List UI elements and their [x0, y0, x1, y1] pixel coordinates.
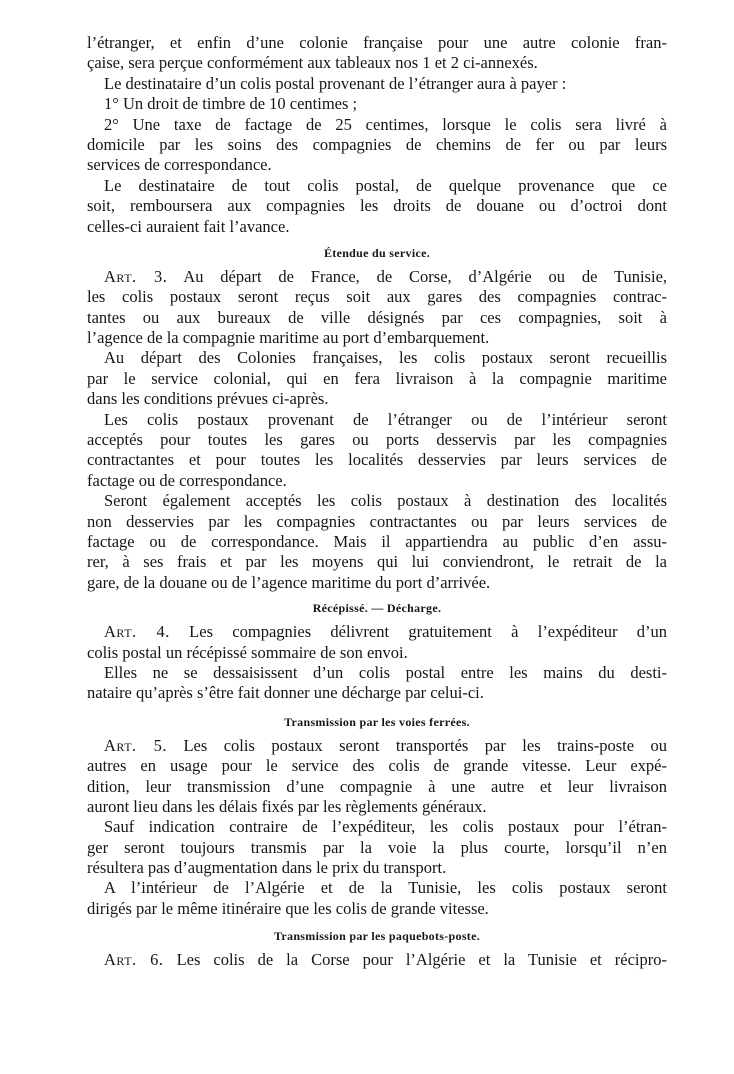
section-heading: Récépissé. — Décharge.	[312, 601, 442, 616]
section-heading: Étendue du service.	[323, 245, 431, 260]
text-line: dition, leur transmission d’une compagnie à une autre et leur livraison	[87, 776, 667, 796]
text-line: Au départ des Colonies françaises, les colis postaux seront recueillis	[104, 348, 667, 368]
text-line: factage ou de correspondance.	[87, 470, 287, 490]
text-line	[87, 950, 667, 970]
text-line: ger seront toujours transmis par la voie la plus courte, lorsqu’il n’en	[87, 837, 667, 857]
section-heading: Transmission par les voies ferrées.	[284, 714, 470, 729]
text-line: gare, de la douane ou de l’agence maritime du port d’arrivée.	[87, 572, 491, 592]
section-heading: Transmission par les paquebots-poste.	[273, 929, 481, 944]
page-text	[87, 33, 667, 971]
text-line: nataire qu’après s’être fait donner une décharge par celui-ci.	[87, 683, 484, 703]
list-item: 2° Une taxe de factage de 25 centimes, lorsque le colis sera livré à	[104, 114, 667, 134]
text-line: domicile par les soins des compagnies de chemins de fer ou par leurs	[87, 134, 667, 154]
text-line: tantes ou aux bureaux de ville désignés par ces compagnies, soit à	[87, 307, 667, 327]
text-line: rer, à ses frais et par les moyens qui lui conviendront, le retrait de la	[87, 552, 667, 572]
text-line: A l’intérieur de l’Algérie et de la Tunisie, les colis postaux seront	[104, 878, 667, 898]
text-line: dirigés par le même itinéraire que les colis de grande vitesse.	[87, 898, 489, 918]
text-span: Les compagnies délivrent gratuitement à l’expéditeur d’un	[189, 622, 667, 642]
text-line: Sauf indication contraire de l’expéditeur, les colis postaux pour l’étran-	[104, 817, 667, 837]
text-line: services de correspondance.	[87, 155, 272, 175]
text-line: acceptés pour toutes les gares ou ports desservis par les compagnies	[87, 430, 667, 450]
text-line: soit, remboursera aux compagnies les droits de douane ou d’octroi dont	[87, 196, 667, 216]
text-line	[87, 267, 667, 287]
text-line: colis postal un récépissé sommaire de son envoi.	[87, 642, 408, 662]
text-line: Seront également acceptés les colis postaux à destination des localités	[104, 491, 667, 511]
text-line: les colis postaux seront reçus soit aux gares des compagnies contrac-	[87, 287, 667, 307]
text-line	[87, 736, 667, 756]
article-label: Art. 3.	[104, 266, 168, 286]
list-item: 1° Un droit de timbre de 10 centimes ;	[104, 94, 358, 114]
text-span: Les colis de la Corse pour l’Algérie et la Tunisie et récipro-	[176, 950, 667, 970]
text-line: l’agence de la compagnie maritime au port d’embarquement.	[87, 328, 490, 348]
text-line	[87, 622, 667, 642]
text-line: Elles ne se dessaisissent d’un colis postal entre les mains du desti-	[104, 662, 667, 682]
text-line: Le destinataire d’un colis postal provenant de l’étranger aura à payer :	[104, 73, 567, 93]
text-line: auront lieu dans les délais fixés par les règlements généraux.	[87, 796, 487, 816]
text-line: çaise, sera perçue conformément aux tableaux nos 1 et 2 ci-annexés.	[87, 53, 538, 73]
text-line: autres en usage pour le service des colis de grande vitesse. Leur expé-	[87, 756, 667, 776]
text-line: dans les conditions prévues ci-après.	[87, 389, 329, 409]
text-line: celles-ci auraient fait l’avance.	[87, 216, 290, 236]
article-label: Art. 6.	[104, 950, 164, 970]
text-span: Au départ de France, de Corse, d’Algérie ou de Tunisie,	[183, 266, 667, 286]
text-line: non desservies par les compagnies contractantes ou par leurs services de	[87, 511, 667, 531]
article-label: Art. 4.	[104, 622, 170, 642]
article-label: Art. 5.	[104, 735, 167, 755]
text-span: Les colis postaux seront transportés par les trains-poste ou	[183, 735, 667, 755]
text-line: factage ou de correspondance. Mais il appartiendra au public d’en assu-	[87, 531, 667, 551]
text-line: contractantes et pour toutes les localités desservies par leurs services de	[87, 450, 667, 470]
text-line: l’étranger, et enfin d’une colonie française pour une autre colonie fran-	[87, 33, 667, 52]
text-line: par le service colonial, qui en fera livraison à la compagnie maritime	[87, 368, 667, 388]
text-line: Le destinataire de tout colis postal, de quelque provenance que ce	[104, 175, 667, 195]
text-line: Les colis postaux provenant de l’étranger ou de l’intérieur seront	[104, 409, 667, 429]
text-line: résultera pas d’augmentation dans le prix du transport.	[87, 858, 447, 878]
